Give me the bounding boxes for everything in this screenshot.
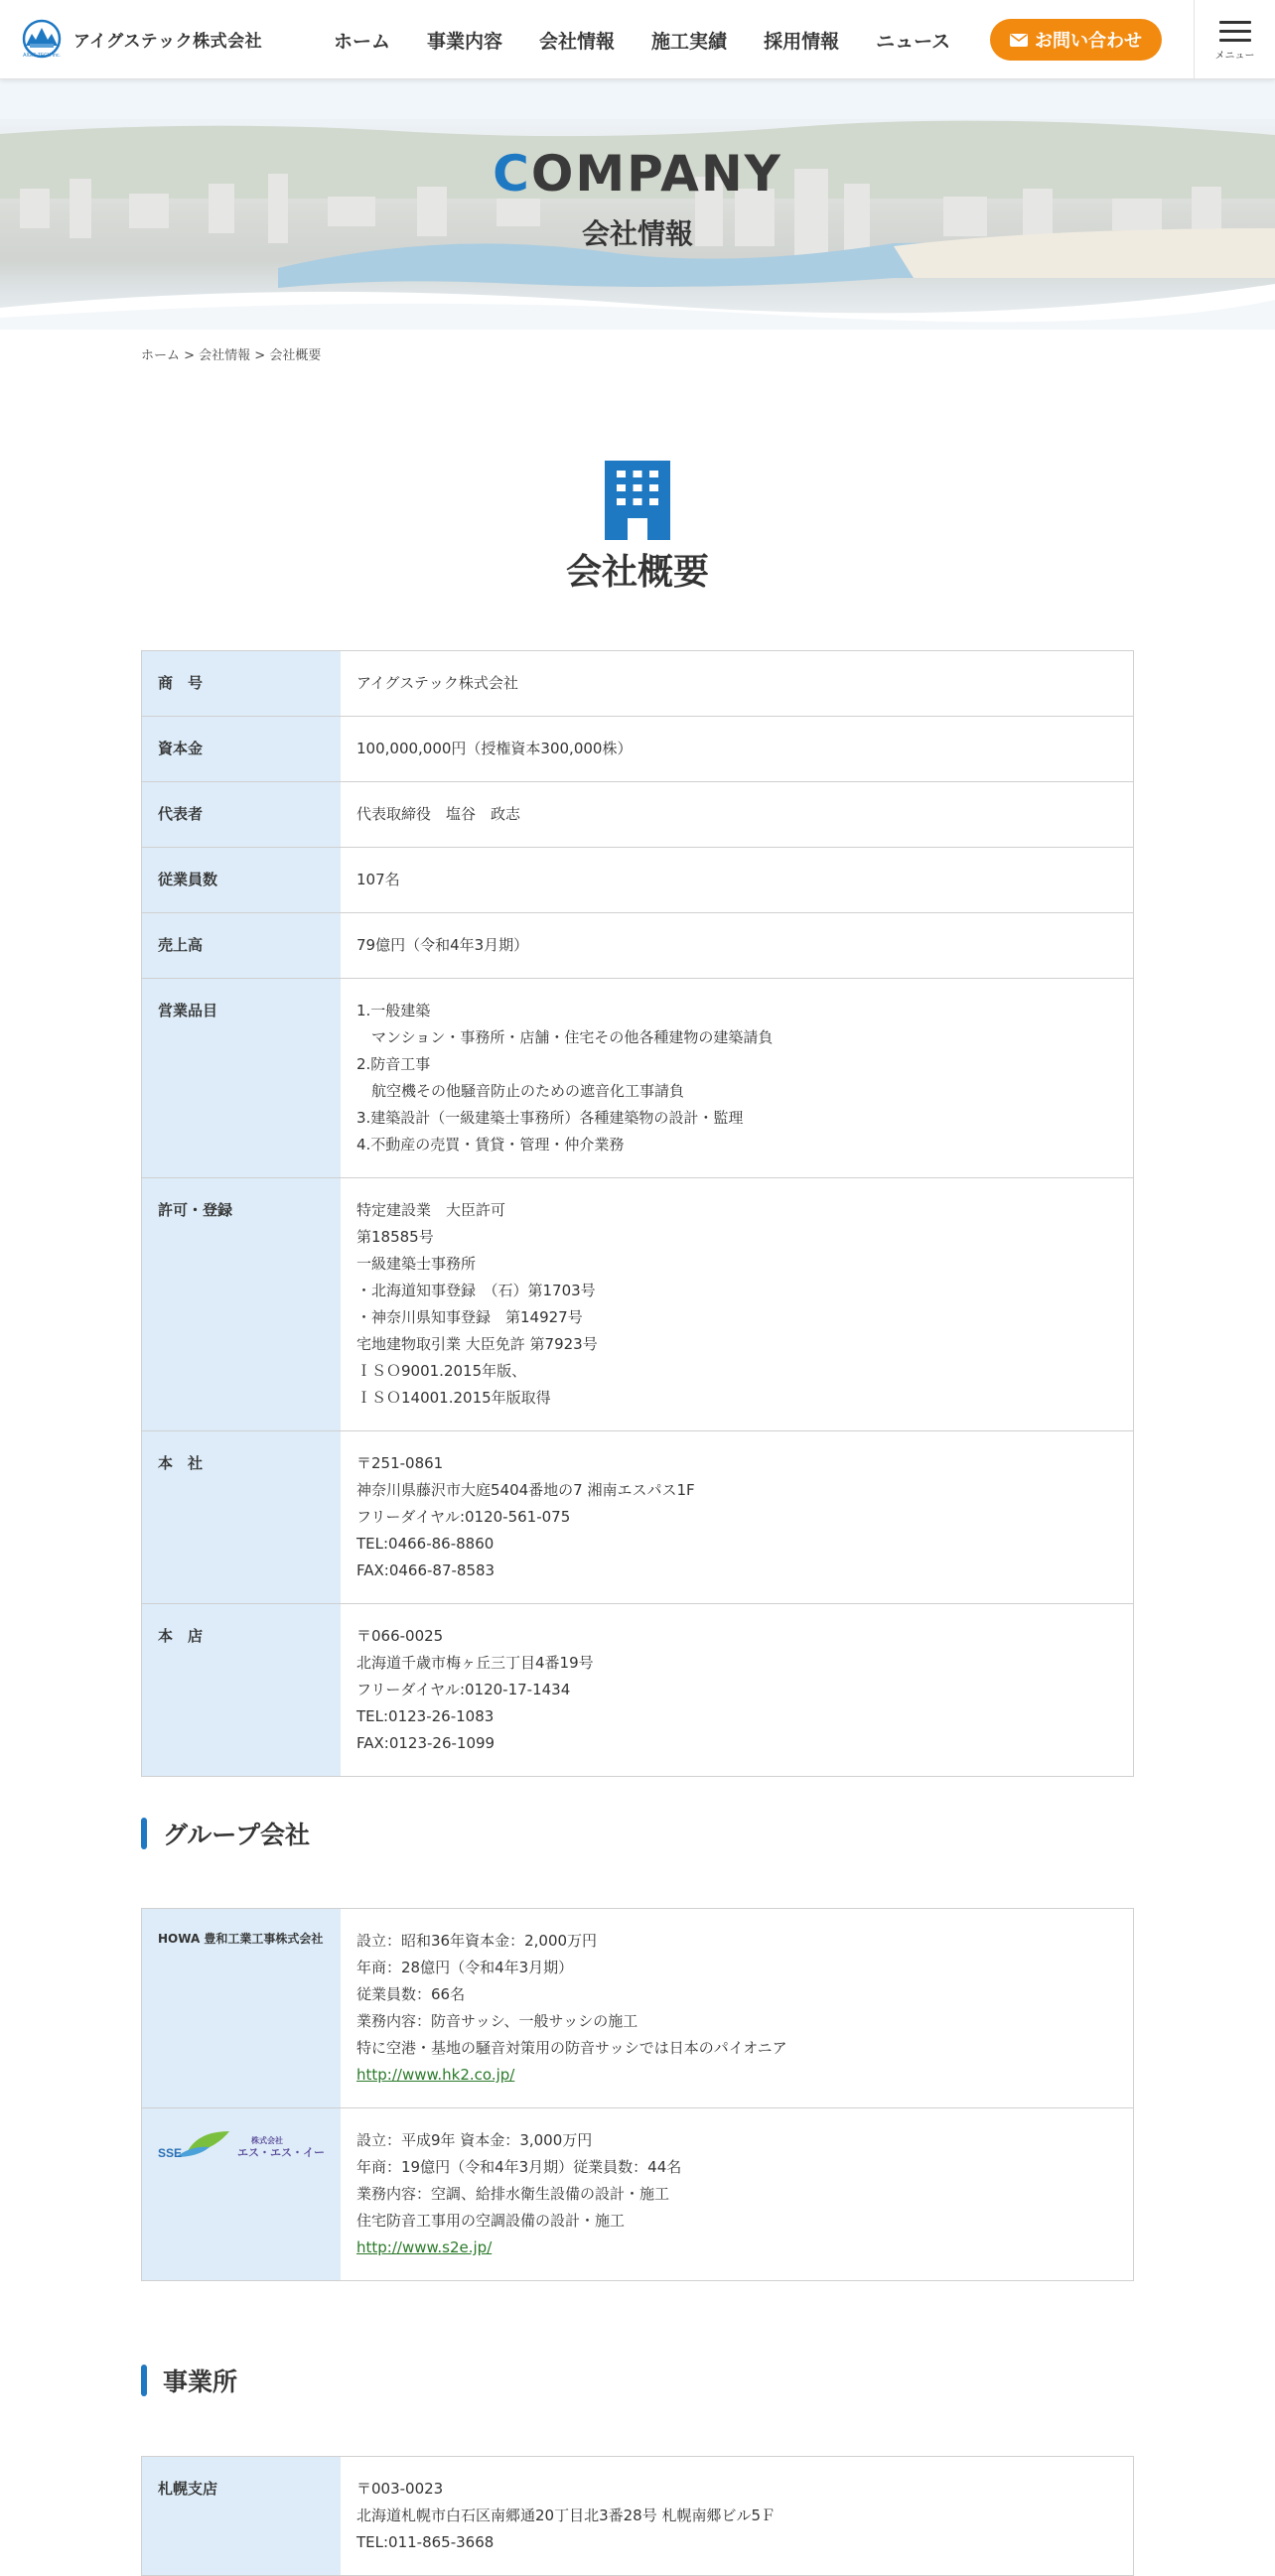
table-row xyxy=(142,979,1133,1178)
row-label: 本 社 xyxy=(142,1431,341,1603)
hero-banner xyxy=(0,79,1275,330)
contact-button[interactable] xyxy=(990,19,1162,61)
row-value-line: 北海道千歳市梅ヶ丘三丁目4番19号 xyxy=(356,1654,594,1672)
row-label: 許可・登録 xyxy=(142,1178,341,1430)
row-value-line: フリーダイヤル:0120-17-1434 xyxy=(356,1681,571,1698)
nav-item-business[interactable]: 事業内容 xyxy=(427,30,503,53)
menu-label: メニュー xyxy=(1214,51,1255,62)
main-nav xyxy=(334,0,987,79)
row-value-line: 神奈川県藤沢市大庭5404番地の7 湘南エスパス1F xyxy=(356,1481,695,1499)
row-value-line: FAX:0123-26-1099 xyxy=(356,1734,496,1752)
row-value-line: 2.防音工事 xyxy=(356,1055,431,1073)
nav-item-works[interactable]: 施工実績 xyxy=(651,30,728,53)
row-value xyxy=(341,2108,1133,2280)
nav-item-news[interactable]: ニュース xyxy=(876,30,951,53)
row-value-line: 宅地建物取引業 大臣免許 第7923号 xyxy=(356,1335,598,1353)
group-heading xyxy=(141,1818,310,1849)
row-value xyxy=(341,913,1133,978)
table-row xyxy=(142,1909,1133,2108)
hamburger-icon-bar xyxy=(1219,30,1251,33)
table-row xyxy=(142,848,1133,913)
row-value-line: TEL:011-865-3668 xyxy=(356,2533,495,2551)
offices-heading xyxy=(141,2365,237,2396)
table-row xyxy=(142,913,1133,979)
row-value-line: ＩＳＯ9001.2015年版、 xyxy=(356,1362,527,1380)
row-value-line: TEL:0466-86-8860 xyxy=(356,1535,495,1553)
row-value-line: フリーダイヤル:0120-561-075 xyxy=(356,1508,571,1526)
row-value xyxy=(341,651,1133,716)
row-value-line: 107名 xyxy=(356,871,400,888)
row-value xyxy=(341,1909,1133,2107)
row-value-line: 年商：28億円（令和4年3月期） xyxy=(356,1959,574,1976)
row-value-line: 特定建設業 大臣許可 xyxy=(356,1201,506,1219)
nav-item-company[interactable]: 会社情報 xyxy=(539,30,616,53)
row-value-line: ・北海道知事登録 （石）第1703号 xyxy=(356,1282,596,1299)
table-row xyxy=(142,1604,1133,1777)
sse-logo-icon xyxy=(158,2127,325,2167)
row-label: 代表者 xyxy=(142,782,341,847)
row-value xyxy=(341,979,1133,1177)
row-value-line: 3.建築設計（一級建築士事務所）各種建築物の設計・監理 xyxy=(356,1109,744,1127)
nav-item-home[interactable]: ホーム xyxy=(334,30,391,53)
row-label: 営業品目 xyxy=(142,979,341,1177)
row-value-line: 年商：19億円（令和4年3月期）従業員数：44名 xyxy=(356,2158,682,2176)
group-companies-table xyxy=(141,1908,1134,2281)
row-value-line: 100,000,000円（授権資本300,000株） xyxy=(356,740,633,757)
table-row xyxy=(142,1431,1133,1604)
site-header xyxy=(0,0,1275,79)
row-value-line: マンション・事務所・店舗・住宅その他各種建物の建築請負 xyxy=(356,1028,774,1046)
company-overview-table xyxy=(141,650,1134,1777)
row-value-line: 航空機その他騒音防止のための遮音化工事請負 xyxy=(356,1082,685,1100)
row-value xyxy=(341,1178,1133,1430)
table-row xyxy=(142,1178,1133,1431)
row-label: 商 号 xyxy=(142,651,341,716)
company-link-howa[interactable]: http://www.hk2.co.jp/ xyxy=(356,2066,515,2084)
hamburger-icon xyxy=(1219,21,1251,24)
row-value-line: アイグステック株式会社 xyxy=(356,674,518,692)
table-row xyxy=(142,717,1133,782)
sse-logo-name: エス・エス・イー xyxy=(237,2146,325,2159)
row-value-line: ＩＳＯ14001.2015年版取得 xyxy=(356,1389,551,1407)
group-heading-text: グループ会社 xyxy=(163,1821,311,1849)
row-value xyxy=(341,1604,1133,1776)
row-value-line: 業務内容：空調、給排水衛生設備の設計・施工 xyxy=(356,2185,670,2203)
breadcrumb[interactable]: ホーム > 会社情報 > 会社概要 xyxy=(141,348,322,363)
building-icon xyxy=(605,461,670,540)
heading-accent-bar xyxy=(141,1818,147,1849)
row-value-line: FAX:0466-87-8583 xyxy=(356,1561,496,1579)
row-value-line: 特に空港・基地の騒音対策用の防音サッシでは日本のパイオニア xyxy=(356,2039,787,2057)
hero-title-accent: C xyxy=(493,145,531,203)
row-value-line: 設立：平成9年 資本金：3,000万円 xyxy=(356,2131,593,2149)
sse-logo-abbr: SSE xyxy=(158,2146,183,2160)
row-value-line: 業務内容：防音サッシ、一般サッシの施工 xyxy=(356,2012,638,2030)
row-label: 本 店 xyxy=(142,1604,341,1776)
row-value-line: 1.一般建築 xyxy=(356,1002,431,1019)
row-value-line: 従業員数：66名 xyxy=(356,1985,466,2003)
table-row xyxy=(142,782,1133,848)
row-value-line: 住宅防音工事用の空調設備の設計・施工 xyxy=(356,2212,626,2230)
row-value-line: TEL:0123-26-1083 xyxy=(356,1707,495,1725)
table-row xyxy=(142,2108,1133,2281)
row-label: 札幌支店 xyxy=(142,2457,341,2575)
row-value xyxy=(341,782,1133,847)
hero-title xyxy=(0,145,1275,203)
row-value-line: 一級建築士事務所 xyxy=(356,1255,477,1273)
row-label: 売上高 xyxy=(142,913,341,978)
row-value-line: ・神奈川県知事登録 第14927号 xyxy=(356,1308,583,1326)
hero-title-rest: OMPANY xyxy=(530,145,782,203)
mail-icon xyxy=(1010,34,1028,47)
offices-heading-text: 事業所 xyxy=(163,2368,238,2396)
company-name-howa: HOWA 豊和工業工事株式会社 xyxy=(142,1909,341,2107)
row-value-line: 4.不動産の売買・賃貸・管理・仲介業務 xyxy=(356,1136,625,1153)
company-logo-sse xyxy=(142,2108,341,2280)
row-value xyxy=(341,848,1133,912)
row-value-line: 北海道札幌市白石区南郷通20丁目北3番28号 札幌南郷ビル5Ｆ xyxy=(356,2507,777,2524)
row-value xyxy=(341,1431,1133,1603)
row-value xyxy=(341,2457,1133,2575)
contact-button-label: お問い合わせ xyxy=(1035,31,1142,52)
logo-mark-text: AIGIS TECH Inc. xyxy=(23,53,61,59)
row-value-line: 第18585号 xyxy=(356,1228,434,1246)
offices-table xyxy=(141,2456,1134,2576)
row-label: 資本金 xyxy=(142,717,341,781)
hero-subtitle: 会社情報 xyxy=(581,217,693,250)
row-value-line: 〒251-0861 xyxy=(356,1454,444,1472)
sse-logo-small: 株式会社 xyxy=(251,2136,283,2145)
row-value-line: 〒003-0023 xyxy=(356,2480,444,2498)
page-title: 会社概要 xyxy=(565,552,709,593)
logo-mark-icon xyxy=(14,20,70,58)
hamburger-icon-bar xyxy=(1219,39,1251,42)
table-row xyxy=(142,651,1133,717)
company-link-sse[interactable]: http://www.s2e.jp/ xyxy=(356,2238,493,2256)
menu-button[interactable] xyxy=(1194,0,1275,79)
nav-item-recruit[interactable]: 採用情報 xyxy=(764,30,840,53)
row-value-line: 〒066-0025 xyxy=(356,1627,444,1645)
row-value-line: 代表取締役 塩谷 政志 xyxy=(356,805,521,823)
row-label: 従業員数 xyxy=(142,848,341,912)
row-value-line: 設立：昭和36年資本金：2,000万円 xyxy=(356,1932,598,1950)
table-row xyxy=(142,2457,1133,2576)
row-value xyxy=(341,717,1133,781)
hero-overlay xyxy=(0,79,1275,330)
row-value-line: 79億円（令和4年3月期） xyxy=(356,936,529,954)
heading-accent-bar xyxy=(141,2365,147,2396)
site-logo[interactable] xyxy=(14,20,262,58)
logo-text: アイグステック株式会社 xyxy=(73,31,263,52)
